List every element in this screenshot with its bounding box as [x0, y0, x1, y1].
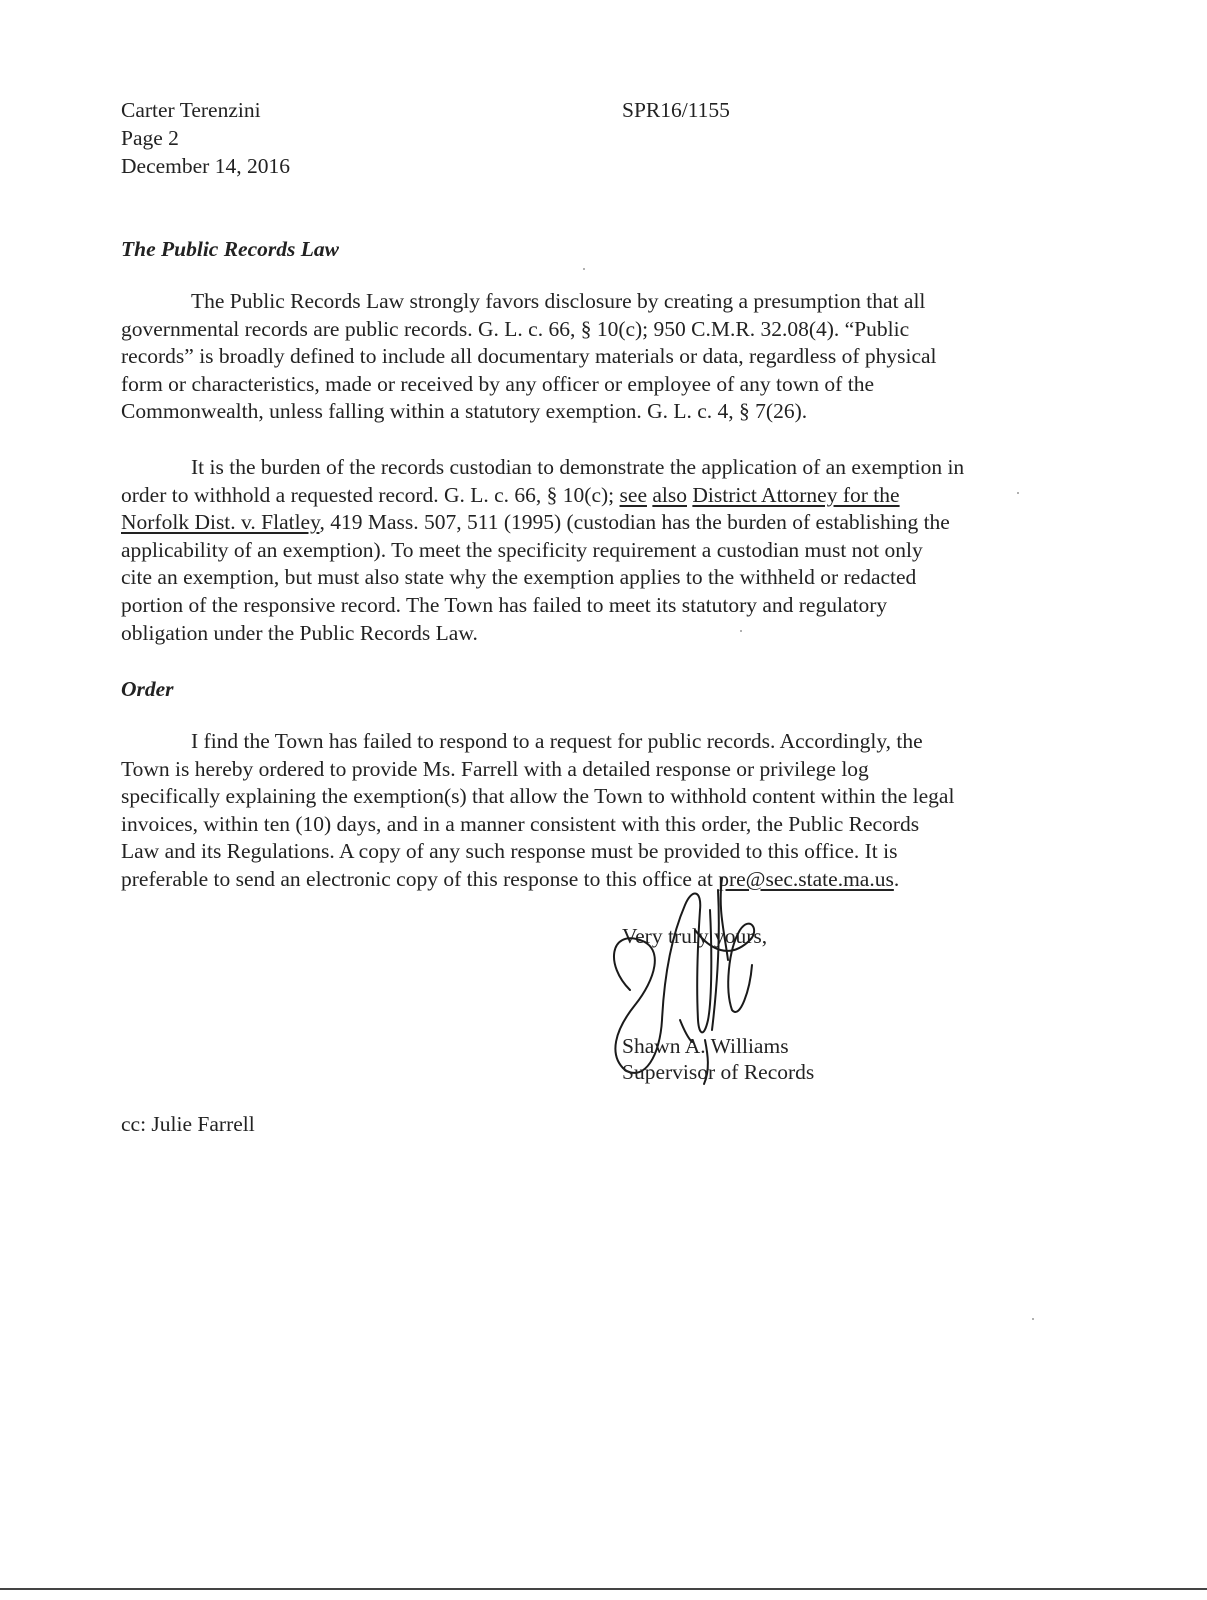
paragraph-line: form or characteristics, made or received by any officer or employee of any town of the — [121, 371, 874, 396]
recipient-name: Carter Terenzini — [121, 98, 261, 122]
paragraph-line: The Public Records Law strongly favors disclosure by creating a presumption that all — [191, 289, 926, 313]
signatory-title: Supervisor of Records — [622, 1060, 815, 1084]
paragraph-line: records” is broadly defined to include all documentary materials or data, regardless of physical — [121, 344, 937, 369]
paragraph-line: specifically explaining the exemption(s) that allow the Town to withhold content within the legal — [121, 784, 955, 809]
case-name-part2: Norfolk Dist. v. Flatley — [121, 510, 320, 535]
paragraph-line: invoices, within ten (10) days, and in a manner consistent with this order, the Public Records — [121, 811, 920, 836]
carbon-copy-line: cc: Julie Farrell — [121, 1112, 255, 1136]
paragraph-order — [121, 728, 1050, 894]
email-link[interactable]: pre@sec.state.ma.us — [718, 866, 894, 891]
paragraph-line: Commonwealth, unless falling within a statutory exemption. G. L. c. 4, § 7(26). — [121, 399, 808, 424]
section-heading-order: Order — [121, 677, 174, 701]
closing-salutation: Very truly yours, — [622, 924, 768, 948]
order-text: preferable to send an electronic copy of this response to this office at — [121, 866, 719, 891]
paragraph-public-records-law — [121, 288, 1050, 426]
paragraph-line: It is the burden of the records custodian to demonstrate the application of an exemption in — [191, 455, 965, 479]
letter-date: December 14, 2016 — [121, 154, 290, 178]
citation-text: order to withhold a requested record. G. L. c. 66, § 10(c); — [121, 482, 620, 507]
citation-text: , 419 Mass. 507, 511 (1995) (custodian has the burden of establishing the — [319, 510, 950, 535]
paragraph-line: I find the Town has failed to respond to a request for public records. Accordingly, the — [191, 729, 923, 753]
paragraph-line: Town is hereby ordered to provide Ms. Farrell with a detailed response or privilege log — [121, 756, 869, 781]
section-heading-public-records-law: The Public Records Law — [121, 237, 339, 261]
signatory-name: Shawn A. Williams — [622, 1034, 789, 1058]
reference-number: SPR16/1155 — [622, 98, 730, 122]
paragraph-line — [121, 482, 1050, 510]
paragraph-line — [121, 866, 1050, 894]
paragraph-line: governmental records are public records. G. L. c. 66, § 10(c); 950 C.M.R. 32.08(4). “Public — [121, 316, 910, 341]
paragraph-burden — [121, 454, 1050, 647]
scan-speck — [583, 268, 585, 270]
scan-speck — [740, 630, 742, 632]
scan-bottom-edge — [0, 1588, 1207, 1590]
case-name-part1: District Attorney for the — [692, 482, 900, 507]
paragraph-line — [121, 509, 1050, 537]
signal-also: also — [652, 482, 687, 507]
signal-see: see — [619, 482, 647, 507]
paragraph-line: applicability of an exemption). To meet the specificity requirement a custodian must not only — [121, 537, 923, 562]
scan-speck — [1032, 1318, 1034, 1320]
paragraph-line: Law and its Regulations. A copy of any such response must be provided to this office. It is — [121, 839, 898, 864]
letter-header — [121, 96, 290, 180]
paragraph-line: obligation under the Public Records Law. — [121, 620, 478, 645]
paragraph-line: cite an exemption, but must also state why the exemption applies to the withheld or redacted — [121, 565, 917, 590]
paragraph-line: portion of the responsive record. The Town has failed to meet its statutory and regulatory — [121, 592, 888, 617]
scan-speck — [1017, 492, 1019, 494]
page-number: Page 2 — [121, 126, 179, 150]
order-text: . — [893, 866, 900, 891]
